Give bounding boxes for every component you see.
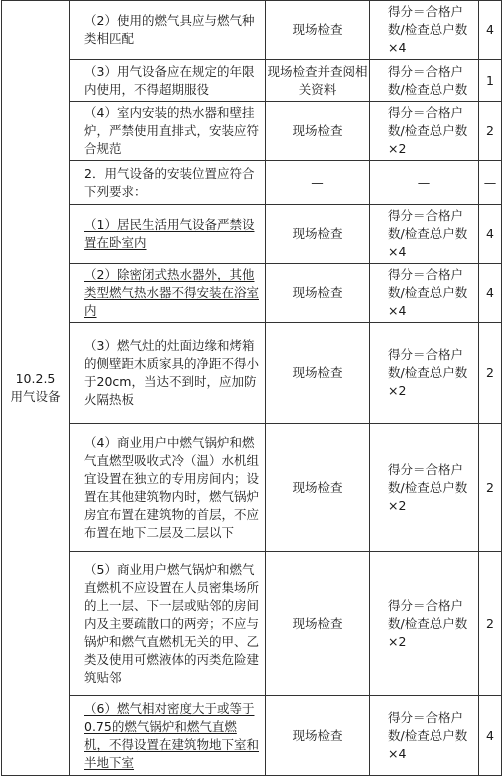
table-row [2, 205, 502, 264]
scoring-rule-cell: 得分＝合格户数/检查总户数×4 [370, 1, 479, 60]
scoring-rule-cell: — [370, 161, 479, 205]
method-cell: 现场检查 [266, 1, 370, 60]
requirement-cell [70, 161, 266, 205]
table-row [2, 102, 502, 161]
method-cell: 现场检查 [266, 102, 370, 161]
requirement-text: 2．用气设备的安装位置应符合下列要求： [84, 165, 255, 199]
method-cell: 现场检查 [266, 552, 370, 696]
scoring-rule-cell: 得分＝合格户数/检查总户数×4 [370, 696, 479, 776]
requirement-text: （3）燃气灶的灶面边缘和烤箱的侧壁距木质家具的净距不得小于20cm，当达不到时，应加防火隔热板 [84, 338, 260, 407]
inspection-table [1, 0, 502, 776]
scoring-rule-cell: 得分＝合格户数/检查总户数×2 [370, 424, 479, 552]
category-cell [2, 1, 70, 776]
method-cell: 现场检查 [266, 323, 370, 424]
points-cell: 2 [479, 323, 502, 424]
table-row [2, 424, 502, 552]
points-cell: — [479, 161, 502, 205]
method-cell: — [266, 161, 370, 205]
requirement-text: （4）室内安装的热水器和壁挂炉，严禁使用直排式，安装应符合规范 [84, 105, 260, 156]
scoring-rule-cell: 得分＝合格户数/检查总户数×2 [370, 102, 479, 161]
table-row [2, 1, 502, 60]
points-cell: 1 [479, 60, 502, 102]
requirement-cell [70, 323, 266, 424]
requirement-text: （4）商业用户中燃气锅炉和燃气直燃型吸收式冷（温）水机组宜设置在独立的专用房间内；设置在其他建筑物内时，燃气锅炉房宜布置在建筑物的首层，不应布置在地下二层及二层以下 [84, 434, 260, 540]
scoring-rule-cell: 得分＝合格户数/检查总户数×2 [370, 552, 479, 696]
requirement-cell [70, 205, 266, 264]
table-row [2, 161, 502, 205]
method-cell: 现场检查 [266, 696, 370, 776]
scoring-rule-cell: 得分＝合格户数/检查总户数×4 [370, 264, 479, 323]
scoring-rule-cell: 得分＝合格户数/检查总户数×2 [370, 323, 479, 424]
requirement-cell [70, 60, 266, 102]
points-cell: 4 [479, 1, 502, 60]
requirement-text: （3）用气设备应在规定的年限内使用，不得超期服役 [84, 63, 255, 97]
requirement-text: （2）除密闭式热水器外，其他类型燃气热水器不得安装在浴室内 [84, 267, 260, 318]
points-cell: 4 [479, 205, 502, 264]
requirement-cell [70, 696, 266, 776]
category-code: 10.2.5 [15, 371, 56, 386]
method-cell: 现场检查 [266, 205, 370, 264]
points-cell: 4 [479, 696, 502, 776]
scoring-rule-cell: 得分＝合格户数/检查总户数 [370, 60, 479, 102]
requirement-cell [70, 1, 266, 60]
points-cell: 2 [479, 424, 502, 552]
requirement-text: （5）商业用户燃气锅炉和燃气直燃机不应设置在人员密集场所的上一层、下一层或贴邻的房间内及主要疏散口的两旁；不应与锅炉和燃气直燃机无关的甲、乙类及使用可燃液体的丙类危险建筑贴邻 [84, 561, 260, 685]
table-row [2, 552, 502, 696]
points-cell: 2 [479, 102, 502, 161]
requirement-cell [70, 424, 266, 552]
requirement-text: （1）居民生活用气设备严禁设置在卧室内 [84, 217, 255, 250]
requirement-cell [70, 552, 266, 696]
points-cell: 2 [479, 552, 502, 696]
method-cell: 现场检查 [266, 424, 370, 552]
method-cell: 现场检查并查阅相关资料 [266, 60, 370, 102]
table-row [2, 323, 502, 424]
method-cell: 现场检查 [266, 264, 370, 323]
table-row [2, 60, 502, 102]
table-row [2, 264, 502, 323]
requirement-cell [70, 102, 266, 161]
category-name: 用气设备 [10, 389, 61, 404]
table-body [2, 1, 502, 776]
scoring-rule-cell: 得分＝合格户数/检查总户数×4 [370, 205, 479, 264]
points-cell: 4 [479, 264, 502, 323]
requirement-text: （2）使用的燃气具应与燃气种类相匹配 [84, 13, 255, 46]
requirement-cell [70, 264, 266, 323]
table-row [2, 696, 502, 776]
requirement-text: （6）燃气相对密度大于或等于0.75的燃气锅炉和燃气直燃机，不得设置在建筑物地下室和半地下室 [84, 700, 260, 770]
